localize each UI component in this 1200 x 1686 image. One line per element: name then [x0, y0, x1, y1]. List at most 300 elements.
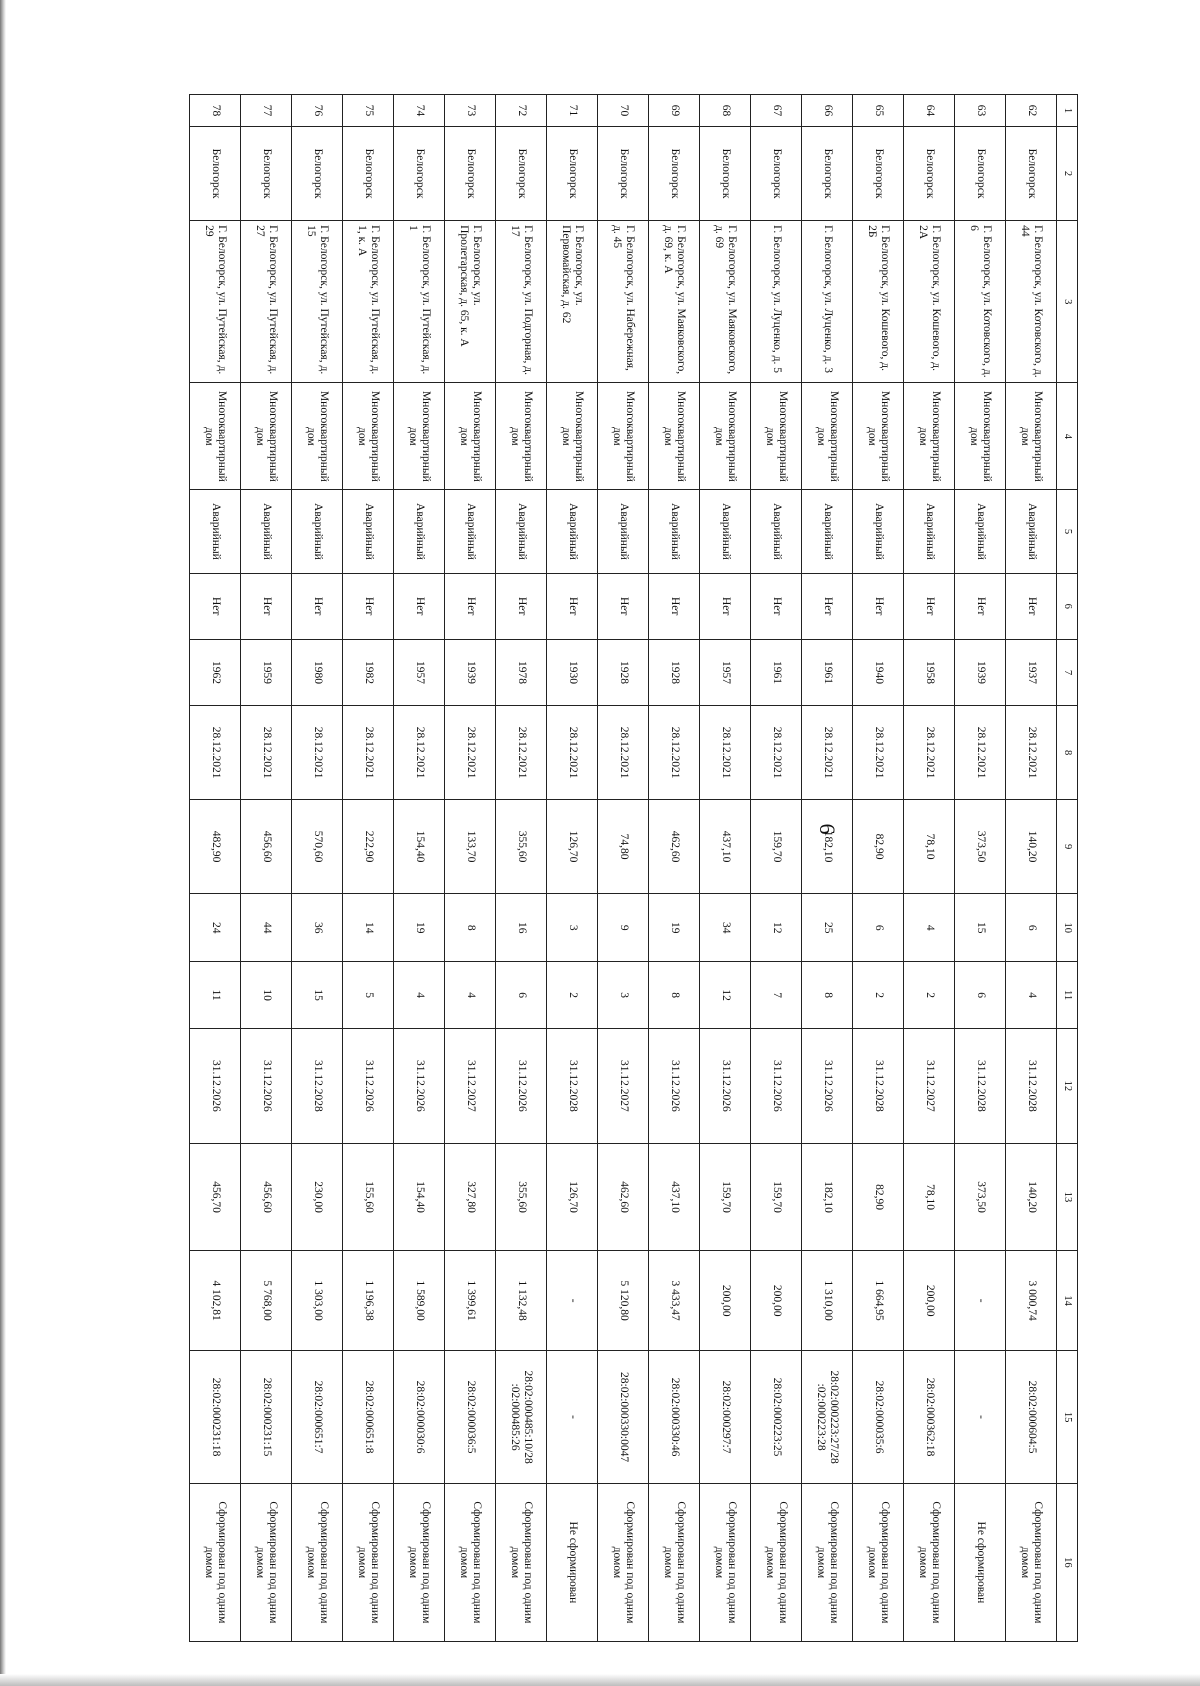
table-cell: Аварийный — [547, 490, 598, 573]
table-cell: 4 102,81 — [190, 1250, 241, 1350]
table-cell: Белогорск — [292, 127, 343, 221]
table-cell: 71 — [547, 95, 598, 127]
table-cell: 28.12.2021 — [751, 706, 802, 800]
table-cell: 1980 — [292, 639, 343, 705]
table-cell: Аварийный — [700, 490, 751, 573]
column-header: 4 — [1057, 383, 1078, 490]
table-cell: 31.12.2027 — [598, 1028, 649, 1143]
table-cell: 1958 — [904, 639, 955, 705]
table-cell: Белогорск — [700, 127, 751, 221]
table-cell: 1 196,38 — [343, 1250, 394, 1350]
table-cell: Г. Белогорск, ул. Луценко, д. 5 — [751, 221, 802, 383]
table-cell: Многоквартирный дом — [700, 383, 751, 490]
table-cell: 1928 — [649, 639, 700, 705]
table-cell: Многоквартирный дом — [496, 383, 547, 490]
table-cell: 3 — [598, 962, 649, 1028]
table-cell: Г. Белогорск, ул. Путейская, д. 15 — [292, 221, 343, 383]
column-header: 9 — [1057, 800, 1078, 894]
table-cell: 62 — [1006, 95, 1057, 127]
table-container — [190, 94, 1078, 1642]
table-cell: 140,20 — [1006, 1144, 1057, 1251]
table-cell: 222,90 — [343, 800, 394, 894]
table-cell: 28.12.2021 — [1006, 706, 1057, 800]
table-body — [190, 95, 1057, 1642]
table-cell: 25 — [802, 894, 853, 962]
table-cell: 28:02:000297:7 — [700, 1351, 751, 1483]
table-cell: 373,50 — [955, 800, 1006, 894]
table-cell: 28.12.2021 — [292, 706, 343, 800]
table-cell: 1982 — [343, 639, 394, 705]
table-cell: 1978 — [496, 639, 547, 705]
table-cell: 76 — [292, 95, 343, 127]
table-cell: 31.12.2026 — [343, 1028, 394, 1143]
table-cell: Нет — [955, 573, 1006, 639]
table-cell: Г. Белогорск, ул. Подгорная, д. 17 — [496, 221, 547, 383]
table-cell: Белогорск — [598, 127, 649, 221]
table-row — [598, 95, 649, 1642]
table-row — [751, 95, 802, 1642]
table-cell: Нет — [598, 573, 649, 639]
table-cell: 28:02:000651:7 — [292, 1351, 343, 1483]
table-cell: 1961 — [802, 639, 853, 705]
table-cell: - — [547, 1250, 598, 1350]
column-header: 2 — [1057, 127, 1078, 221]
table-cell: Сформирован под одним домом — [241, 1483, 292, 1641]
table-cell: 28.12.2021 — [802, 706, 853, 800]
table-cell: 9 — [598, 894, 649, 962]
column-header: 10 — [1057, 894, 1078, 962]
table-cell: 437,10 — [649, 1144, 700, 1251]
table-cell: 5 — [343, 962, 394, 1028]
table-cell: Сформирован под одним домом — [802, 1483, 853, 1641]
table-cell: 28.12.2021 — [241, 706, 292, 800]
table-row — [343, 95, 394, 1642]
table-cell: 200,00 — [700, 1250, 751, 1350]
column-header: 11 — [1057, 962, 1078, 1028]
table-cell: 1937 — [1006, 639, 1057, 705]
table-cell: Белогорск — [1006, 127, 1057, 221]
table-cell: Сформирован под одним домом — [292, 1483, 343, 1641]
table-cell: 65 — [853, 95, 904, 127]
table-cell: Г. Белогорск, ул. Луценко, д. 3 — [802, 221, 853, 383]
table-cell: Аварийный — [496, 490, 547, 573]
table-cell: Аварийный — [190, 490, 241, 573]
table-cell: 16 — [496, 894, 547, 962]
table-cell: Аварийный — [292, 490, 343, 573]
table-cell: Многоквартирный дом — [343, 383, 394, 490]
table-cell: 82,90 — [853, 800, 904, 894]
table-cell: 1961 — [751, 639, 802, 705]
table-cell: 5 120,80 — [598, 1250, 649, 1350]
table-row — [853, 95, 904, 1642]
table-cell: 78,10 — [904, 800, 955, 894]
table-cell: Белогорск — [445, 127, 496, 221]
table-cell: 1959 — [241, 639, 292, 705]
table-cell: Многоквартирный дом — [547, 383, 598, 490]
table-cell: Белогорск — [751, 127, 802, 221]
table-cell: Сформирован под одним домом — [496, 1483, 547, 1641]
table-cell: Сформирован под одним домом — [751, 1483, 802, 1641]
table-cell: 28:02:000223:27/28 :02:000223:28 — [802, 1351, 853, 1483]
table-cell: 1939 — [445, 639, 496, 705]
table-cell: Белогорск — [496, 127, 547, 221]
table-cell: 4 — [904, 894, 955, 962]
table-cell: 28.12.2021 — [445, 706, 496, 800]
table-cell: Многоквартирный дом — [292, 383, 343, 490]
table-cell: 28:02:000030:6 — [394, 1351, 445, 1483]
table-cell: Нет — [1006, 573, 1057, 639]
table-cell: 31.12.2028 — [853, 1028, 904, 1143]
table-cell: 155,60 — [343, 1144, 394, 1251]
table-cell: Белогорск — [853, 127, 904, 221]
table-cell: Белогорск — [904, 127, 955, 221]
table-cell: 31.12.2027 — [904, 1028, 955, 1143]
table-cell: 66 — [802, 95, 853, 127]
table-row — [547, 95, 598, 1642]
table-cell: Многоквартирный дом — [598, 383, 649, 490]
table-cell: 1940 — [853, 639, 904, 705]
table-cell: 28.12.2021 — [394, 706, 445, 800]
table-cell: Нет — [547, 573, 598, 639]
column-header: 5 — [1057, 490, 1078, 573]
table-cell: Г. Белогорск, ул. Путейская, д. 29 — [190, 221, 241, 383]
table-cell: 31.12.2026 — [751, 1028, 802, 1143]
table-cell: 31.12.2026 — [241, 1028, 292, 1143]
table-cell: 28.12.2021 — [955, 706, 1006, 800]
table-cell: Нет — [394, 573, 445, 639]
table-row — [445, 95, 496, 1642]
table-cell: Белогорск — [190, 127, 241, 221]
table-cell: 355,60 — [496, 800, 547, 894]
table-cell: 69 — [649, 95, 700, 127]
table-cell: 19 — [394, 894, 445, 962]
table-cell: Сформирован под одним домом — [1006, 1483, 1057, 1641]
table-cell: 70 — [598, 95, 649, 127]
table-cell: 28.12.2021 — [496, 706, 547, 800]
table-cell: 7 — [751, 962, 802, 1028]
table-cell: 28.12.2021 — [649, 706, 700, 800]
table-cell: 159,70 — [751, 800, 802, 894]
table-cell: 1957 — [394, 639, 445, 705]
table-cell: 456,60 — [241, 800, 292, 894]
table-cell: 24 — [190, 894, 241, 962]
table-cell: 4 — [394, 962, 445, 1028]
table-cell: 462,60 — [598, 1144, 649, 1251]
table-cell: Г. Белогорск, ул. Маяковского, д. 69, к. А — [649, 221, 700, 383]
table-cell: 2 — [904, 962, 955, 1028]
column-header: 15 — [1057, 1351, 1078, 1483]
table-cell: 133,70 — [445, 800, 496, 894]
table-cell: 456,70 — [190, 1144, 241, 1251]
table-header — [1057, 95, 1078, 1642]
table-cell: 28:02:000036:5 — [445, 1351, 496, 1483]
table-cell: 2 — [853, 962, 904, 1028]
table-cell: 1962 — [190, 639, 241, 705]
table-cell: Нет — [496, 573, 547, 639]
table-cell: Сформирован под одним домом — [853, 1483, 904, 1641]
table-cell: 31.12.2026 — [802, 1028, 853, 1143]
table-cell: Аварийный — [343, 490, 394, 573]
table-cell: 8 — [649, 962, 700, 1028]
table-cell: 19 — [649, 894, 700, 962]
table-cell: 12 — [751, 894, 802, 962]
table-cell: 154,40 — [394, 1144, 445, 1251]
table-cell: 44 — [241, 894, 292, 962]
table-cell: 1 589,00 — [394, 1250, 445, 1350]
table-cell: Аварийный — [598, 490, 649, 573]
table-cell: 6 — [496, 962, 547, 1028]
table-cell: 74,80 — [598, 800, 649, 894]
table-row — [802, 95, 853, 1642]
table-cell: 28.12.2021 — [904, 706, 955, 800]
table-cell: 73 — [445, 95, 496, 127]
table-cell: 1928 — [598, 639, 649, 705]
table-cell: 1957 — [700, 639, 751, 705]
table-cell: 78 — [190, 95, 241, 127]
table-cell: 373,50 — [955, 1144, 1006, 1251]
table-cell: 31.12.2026 — [496, 1028, 547, 1143]
table-cell: 182,10 — [802, 1144, 853, 1251]
table-cell: 570,60 — [292, 800, 343, 894]
table-cell: Аварийный — [394, 490, 445, 573]
table-cell: Сформирован под одним домом — [649, 1483, 700, 1641]
table-cell: Многоквартирный дом — [190, 383, 241, 490]
table-row — [1006, 95, 1057, 1642]
table-cell: 4 — [445, 962, 496, 1028]
page-number: 6 — [815, 823, 840, 835]
table-cell: 34 — [700, 894, 751, 962]
table-cell: Нет — [190, 573, 241, 639]
table-cell: 6 — [955, 962, 1006, 1028]
table-row — [955, 95, 1006, 1642]
table-cell: 28.12.2021 — [190, 706, 241, 800]
table-cell: Нет — [649, 573, 700, 639]
table-cell: 31.12.2028 — [1006, 1028, 1057, 1143]
table-cell: Сформирован под одним домом — [445, 1483, 496, 1641]
table-cell: 1 664,95 — [853, 1250, 904, 1350]
table-cell: Аварийный — [955, 490, 1006, 573]
table-cell: 31.12.2027 — [445, 1028, 496, 1143]
table-cell: Сформирован под одним домом — [190, 1483, 241, 1641]
table-cell: Сформирован под одним домом — [343, 1483, 394, 1641]
table-cell: 28.12.2021 — [853, 706, 904, 800]
table-cell: 12 — [700, 962, 751, 1028]
column-header: 3 — [1057, 221, 1078, 383]
table-cell: Многоквартирный дом — [1006, 383, 1057, 490]
column-header: 16 — [1057, 1483, 1078, 1641]
table-cell: 230,00 — [292, 1144, 343, 1251]
column-header: 7 — [1057, 639, 1078, 705]
scan-shadow-left — [0, 0, 6, 1686]
table-cell: 31.12.2026 — [649, 1028, 700, 1143]
table-cell: 6 — [1006, 894, 1057, 962]
table-cell: Г. Белогорск, ул. Пролетарская, д. 65, к. А — [445, 221, 496, 383]
table-cell: 14 — [343, 894, 394, 962]
table-cell: 28.12.2021 — [547, 706, 598, 800]
table-cell: 159,70 — [700, 1144, 751, 1251]
table-cell: 64 — [904, 95, 955, 127]
table-cell: Сформирован под одним домом — [700, 1483, 751, 1641]
table-cell: Многоквартирный дом — [751, 383, 802, 490]
table-cell: 28:02:000223:25 — [751, 1351, 802, 1483]
table-cell: Сформирован под одним домом — [394, 1483, 445, 1641]
table-cell: 28:02:000651:8 — [343, 1351, 394, 1483]
table-cell: Белогорск — [547, 127, 598, 221]
table-cell: - — [955, 1351, 1006, 1483]
table-cell: Г. Белогорск, ул. Путейская, д. 27 — [241, 221, 292, 383]
table-cell: Г. Белогорск, ул. Кошевого, д. 2А — [904, 221, 955, 383]
table-cell: Г. Белогорск, ул. Маяковского, д. 69 — [700, 221, 751, 383]
table-cell: Аварийный — [802, 490, 853, 573]
table-cell: Аварийный — [853, 490, 904, 573]
table-cell: 82,90 — [853, 1144, 904, 1251]
table-cell: Сформирован под одним домом — [904, 1483, 955, 1641]
table-cell: 154,40 — [394, 800, 445, 894]
table-cell: 482,90 — [190, 800, 241, 894]
table-cell: 31.12.2026 — [700, 1028, 751, 1143]
table-cell: Нет — [292, 573, 343, 639]
table-cell: 200,00 — [751, 1250, 802, 1350]
table-row — [190, 95, 241, 1642]
table-cell: Нет — [343, 573, 394, 639]
table-cell: 8 — [445, 894, 496, 962]
table-row — [700, 95, 751, 1642]
table-cell: - — [547, 1351, 598, 1483]
table-cell: 200,00 — [904, 1250, 955, 1350]
table-cell: 72 — [496, 95, 547, 127]
table-cell: Многоквартирный дом — [802, 383, 853, 490]
table-cell: 31.12.2026 — [190, 1028, 241, 1143]
table-cell: Г. Белогорск, ул. Первомайская, д. 62 — [547, 221, 598, 383]
header-row — [1057, 95, 1078, 1642]
table-cell: 28.12.2021 — [343, 706, 394, 800]
table-cell: 437,10 — [700, 800, 751, 894]
table-cell: 28:02:000485:10/28 :02:000485:26 — [496, 1351, 547, 1483]
table-cell: Г. Белогорск, ул. Путейская, д. 1 — [394, 221, 445, 383]
column-header: 6 — [1057, 573, 1078, 639]
table-cell: Многоквартирный дом — [904, 383, 955, 490]
table-cell: Нет — [751, 573, 802, 639]
table-cell: 75 — [343, 95, 394, 127]
housing-registry-table — [189, 94, 1078, 1642]
table-cell: 1 310,00 — [802, 1250, 853, 1350]
table-cell: 1930 — [547, 639, 598, 705]
table-cell: Белогорск — [955, 127, 1006, 221]
table-cell: Нет — [700, 573, 751, 639]
table-cell: - — [955, 1250, 1006, 1350]
table-cell: 8 — [802, 962, 853, 1028]
table-cell: 28:02:000330:0047 — [598, 1351, 649, 1483]
table-cell: 28:02:000362:18 — [904, 1351, 955, 1483]
table-cell: Г. Белогорск, ул. Путейская, д. 1, к. А — [343, 221, 394, 383]
table-cell: Белогорск — [343, 127, 394, 221]
table-cell: 11 — [190, 962, 241, 1028]
table-cell: Нет — [904, 573, 955, 639]
table-cell: 28.12.2021 — [700, 706, 751, 800]
table-cell: Сформирован под одним домом — [598, 1483, 649, 1641]
table-cell: Белогорск — [802, 127, 853, 221]
table-cell: 10 — [241, 962, 292, 1028]
table-cell: Многоквартирный дом — [445, 383, 496, 490]
table-cell: Г. Белогорск, ул. Кошевого, д. 2Б — [853, 221, 904, 383]
table-cell: Аварийный — [1006, 490, 1057, 573]
table-cell: 31.12.2028 — [292, 1028, 343, 1143]
table-cell: Аварийный — [445, 490, 496, 573]
table-cell: 140,20 — [1006, 800, 1057, 894]
table-cell: 28.12.2021 — [598, 706, 649, 800]
table-row — [496, 95, 547, 1642]
table-cell: Многоквартирный дом — [955, 383, 1006, 490]
table-cell: 462,60 — [649, 800, 700, 894]
table-cell: 77 — [241, 95, 292, 127]
scan-shadow-bottom — [0, 1674, 1200, 1686]
table-cell: Не сформирован — [955, 1483, 1006, 1641]
table-cell: 31.12.2026 — [394, 1028, 445, 1143]
table-cell: 28:02:000231:18 — [190, 1351, 241, 1483]
table-cell: Не сформирован — [547, 1483, 598, 1641]
table-row — [649, 95, 700, 1642]
table-cell: 68 — [700, 95, 751, 127]
table-cell: Белогорск — [241, 127, 292, 221]
table-cell: 15 — [955, 894, 1006, 962]
table-cell: 1 399,61 — [445, 1250, 496, 1350]
column-header: 14 — [1057, 1250, 1078, 1350]
table-cell: 1939 — [955, 639, 1006, 705]
table-cell: 36 — [292, 894, 343, 962]
table-cell: 159,70 — [751, 1144, 802, 1251]
table-cell: 74 — [394, 95, 445, 127]
table-cell: Г. Белогорск, ул. Набережная, д. 45 — [598, 221, 649, 383]
table-cell: 1 303,00 — [292, 1250, 343, 1350]
table-cell: 2 — [547, 962, 598, 1028]
table-cell: Белогорск — [649, 127, 700, 221]
table-row — [904, 95, 955, 1642]
table-cell: Аварийный — [649, 490, 700, 573]
table-cell: 126,70 — [547, 800, 598, 894]
table-cell: 182,10 — [802, 800, 853, 894]
table-cell: 3 000,74 — [1006, 1250, 1057, 1350]
table-cell: 28:02:000231:15 — [241, 1351, 292, 1483]
table-cell: Аварийный — [904, 490, 955, 573]
table-cell: 1 132,48 — [496, 1250, 547, 1350]
table-cell: 78,10 — [904, 1144, 955, 1251]
table-cell: Многоквартирный дом — [394, 383, 445, 490]
table-cell: Нет — [241, 573, 292, 639]
table-cell: Нет — [853, 573, 904, 639]
table-cell: 5 768,00 — [241, 1250, 292, 1350]
table-cell: Многоквартирный дом — [853, 383, 904, 490]
table-cell: 4 — [1006, 962, 1057, 1028]
table-cell: Многоквартирный дом — [649, 383, 700, 490]
table-cell: 28:02:000604:5 — [1006, 1351, 1057, 1483]
table-cell: Нет — [802, 573, 853, 639]
table-cell: Г. Белогорск, ул. Котовского, д. 6 — [955, 221, 1006, 383]
table-cell: 355,60 — [496, 1144, 547, 1251]
table-cell: Многоквартирный дом — [241, 383, 292, 490]
table-cell: 456,60 — [241, 1144, 292, 1251]
table-cell: 28:02:000035:6 — [853, 1351, 904, 1483]
table-cell: 67 — [751, 95, 802, 127]
table-cell: 31.12.2028 — [547, 1028, 598, 1143]
column-header: 1 — [1057, 95, 1078, 127]
table-cell: 6 — [853, 894, 904, 962]
table-row — [292, 95, 343, 1642]
table-cell: Г. Белогорск, ул. Котовского, д. 44 — [1006, 221, 1057, 383]
table-cell: 15 — [292, 962, 343, 1028]
column-header: 13 — [1057, 1144, 1078, 1251]
table-cell: 31.12.2028 — [955, 1028, 1006, 1143]
table-cell: 28:02:000330:46 — [649, 1351, 700, 1483]
